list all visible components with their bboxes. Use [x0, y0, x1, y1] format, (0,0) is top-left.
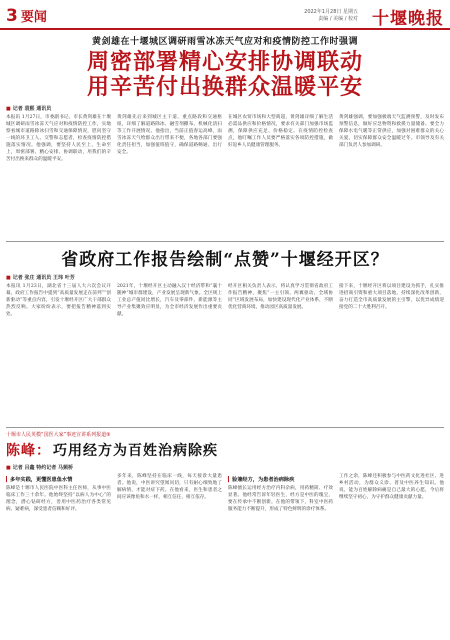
page-number: 3	[6, 6, 18, 26]
story3-column: 多年来，陈峰坚持在临床一线，每天接诊大量患者。他说，中医讲究望闻问切，只有耐心细致地了解病情，才能对症下药。在他看来，医生和患者之间应该像鱼和水一样，相互信任、相互依存。	[117, 474, 222, 501]
issue-meta	[304, 9, 358, 22]
story2-columns	[6, 283, 444, 431]
story3-column: 工作之余，陈峰还积极参与中医药文化进社区、进乡村活动，为群众义诊、普及中医养生知识。他说，能为百姓解除病痛是自己最大的心愿，今后将继续坚守初心，为守护群众健康贡献力量。	[339, 474, 444, 501]
section-name: 要闻	[20, 10, 47, 25]
story2-headline: 省政府工作报告绘制“点赞”十堰经开区？	[61, 250, 389, 270]
story1-kicker: 黄剑雄在十堰城区调研雨雪冰冻天气应对和疫情防控工作时强调	[91, 37, 358, 47]
story-middle	[6, 245, 444, 425]
story3-col-wrap	[228, 473, 333, 639]
story3-subhead: ▎ 验兼经方，为患者治病除疾	[228, 476, 333, 483]
story-bottom	[6, 431, 444, 636]
story3-headline	[6, 440, 444, 460]
story2-column: 经开区相关负责人表示，将认真学习贯彻省政府工作报告精神，聚焦“一主引领、两翼驱动、全域协同”区域发展布局，加快建设现代化产业体系，不断优化营商环境，推动园区高质量发展。	[228, 284, 333, 311]
issue-editors: 责编 / 美编 / 校对	[318, 15, 358, 22]
story3-columns	[6, 473, 444, 639]
story3-col-wrap	[6, 473, 111, 639]
issue-date: 2022年1月28日 星期五	[304, 9, 358, 15]
story2-column: 本报讯 1月23日，湖北省十三届人大六次会议开幕，政府工作报告中提到“高质量发展走在前列”“创新驱动”等重点内容，引发十堰经开区广大干部群众热烈反响。大家纷纷表示，要把报告精神落到实处。	[6, 284, 111, 318]
paper-name-logo: 十堰晚报	[372, 9, 444, 29]
story3-series-tag: 十堰市人民英模“国医大家”事迹宣讲系列报道⑨	[6, 432, 111, 438]
story3-byline: ■ 记者 吕鑫 特约记者 马频桥	[6, 464, 444, 471]
story2-byline: ■ 记者 张庄 通讯员 王玮 叶芳	[6, 274, 444, 281]
story3-column: 陈峰是十堰市人民医院中医科主任医师，从事中医临床工作三十余年。他始终坚持“以病人为中心”的理念，潜心钻研经方，善用中医药治疗各类常见病、疑难病，深受患者信赖和好评。	[6, 486, 111, 513]
story1-column: 黄剑雄先后来到城区主干道、重点路段和交通枢纽，详细了解道路除冰、融雪剂撒布、机械化清扫等工作开展情况。他指出，当前正值春运高峰，雨雪冰冻天气给群众出行带来不便，各地各部门要强化责任担当，加强值班值守，确保道路畅通、出行安全。	[117, 114, 222, 156]
story1-column: 黄剑雄强调，要加强极端天气监测预警，及时发布预警信息，做好应急物资和救援力量储备。要全力保障水电气暖等正常供应，加强对困难群众的关心关爱，切实保障群众安全温暖过冬。市领导及有关部门负责人参加调研。	[339, 114, 444, 149]
divider	[6, 241, 444, 242]
story3-column: 陈峰擅长运用经方治疗内科杂病，用药精简、疗效显著。他经常告诉年轻医生，经方是中医的瑰宝，要在传承中不断创新。在他的带领下，科室中医药服务能力不断提升，形成了特色鲜明的诊疗体系。	[228, 486, 333, 513]
story2-column: 2021年，十堰经开区主动融入汉十经济带和“襄十随神”城市群建设，产业发展呈现新气象。全区规上工业总产值同比增长，汽车及零部件、新能源等主导产业集聚效应明显，为全市经济发展作出重要贡献。	[117, 284, 222, 318]
story1-headline-line1: 周密部署精心安排协调联动	[86, 49, 363, 75]
story3-headline-rest: 巧用经方为百姓治病除疾	[53, 443, 218, 459]
story3-headline-name: 陈峰：	[6, 443, 51, 459]
story2-column: 接下来，十堰经开区将以项目建设为抓手，扎实推进招商引资和重大项目落地，持续深化改革创新，奋力打造全市高质量发展的主引擎，以优异成绩迎接党的二十大胜利召开。	[339, 284, 444, 311]
story1-columns	[6, 114, 444, 242]
story1-byline: ■ 记者 袁熙 通讯员	[6, 105, 444, 112]
story3-subhead: ▎ 多年实践，更懂医患鱼水情	[6, 476, 111, 483]
story1-headline-line2: 用辛苦付出换群众温暖平安	[86, 74, 363, 101]
page-number-section	[6, 6, 47, 26]
story1-column: 在城区农贸市场和大型商超，黄剑雄详细了解生活必需品供应和价格情况，要求有关部门加强市场监测，保障供应充足、价格稳定。在疫情防控检查点，他叮嘱工作人员要严格落实各项防控措施，做好返乡人员健康管理服务。	[228, 114, 333, 149]
masthead	[0, 0, 450, 30]
divider	[6, 427, 444, 428]
story1-column: 本报讯 1月27日，市委副书记、市长黄剑雄在十堰城区调研雨雪冰冻天气应对和疫情防控工作，实地察看城市道路除冰扫雪和交通保障情况，慰问坚守一线的环卫工人、交警和志愿者，检查疫情防控措施落实情况。他强调，要坚持人民至上、生命至上，周密部署、精心安排、协调联动，用我们的辛苦付出换来群众的温暖平安。	[6, 114, 111, 163]
story-top	[6, 34, 444, 240]
